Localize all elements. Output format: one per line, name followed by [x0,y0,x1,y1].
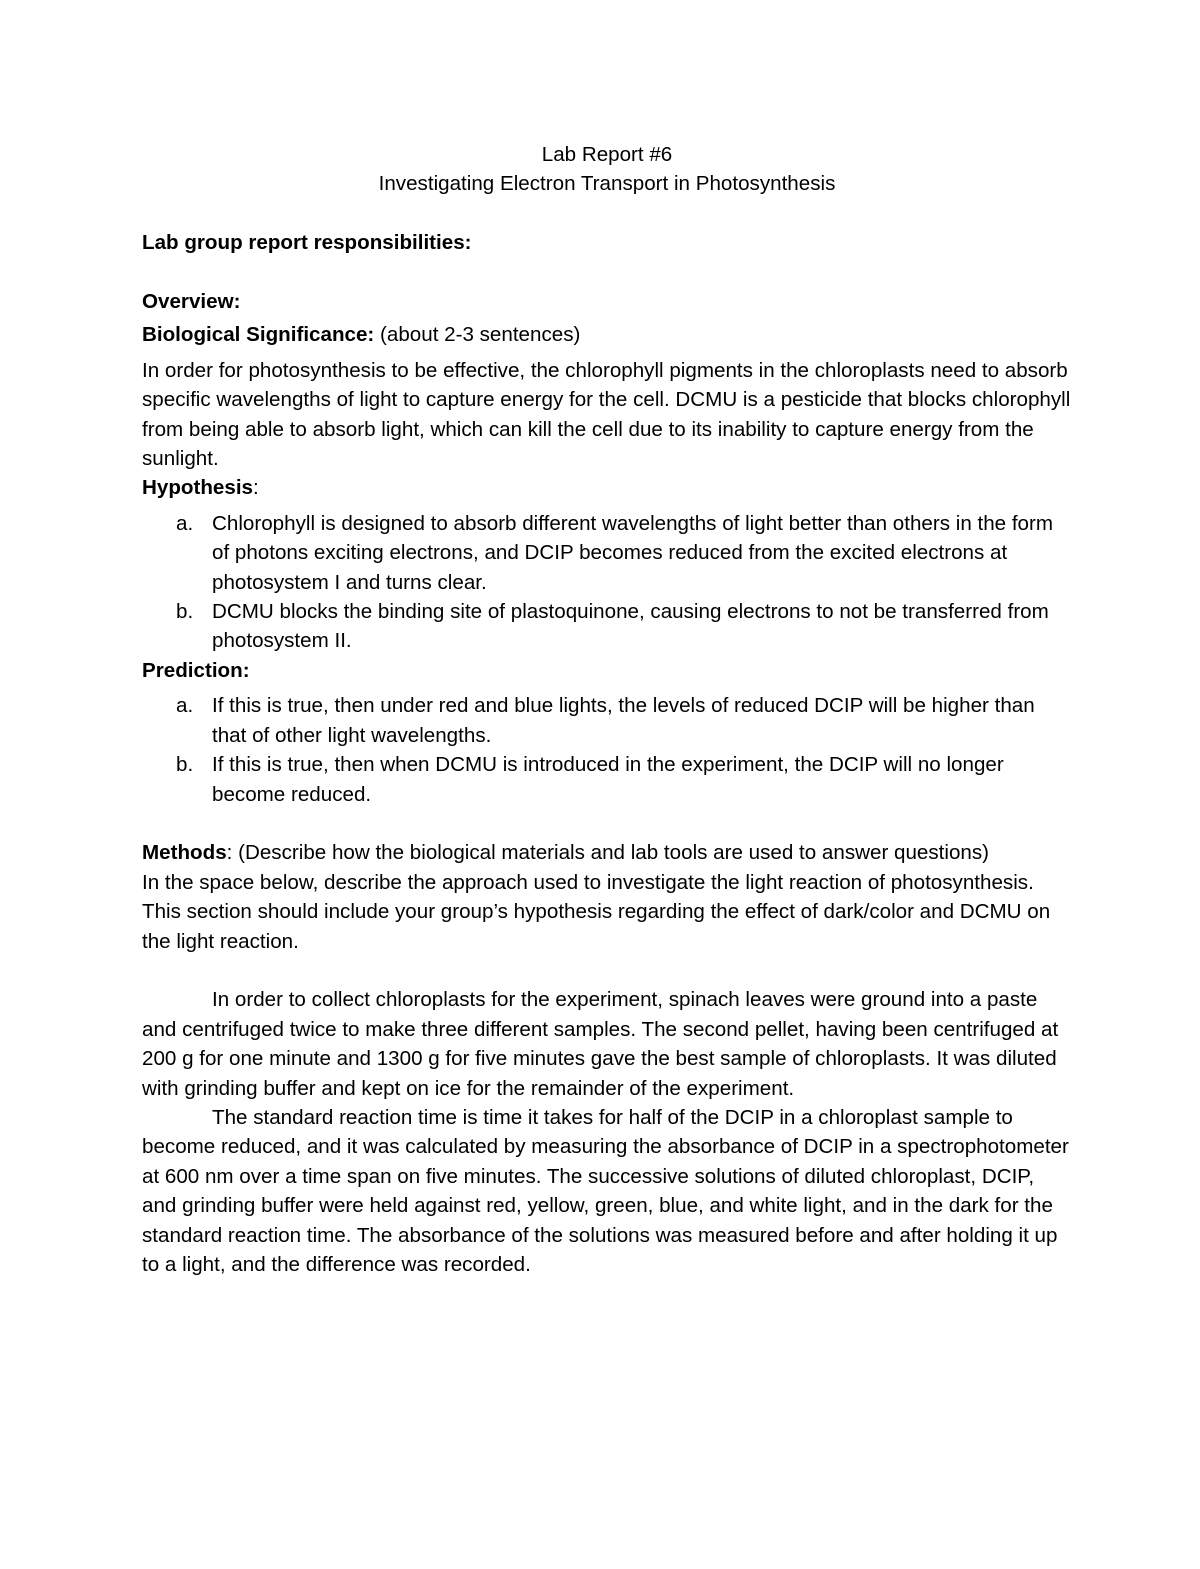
list-item-text: DCMU blocks the binding site of plastoquinone, causing electrons to not be transferred from photosystem II. [212,600,1049,653]
significance-body: In order for photosynthesis to be effective, the chlorophyll pigments in the chloroplasts need to absorb specific wavelengths of light to capture energy for the cell. DCMU is a pesticide that blocks chlorophyll from being able to absorb light, which can kill the cell due to its inability to capture energy from the sunlight. [142,358,1071,471]
methods-paragraph-2: The standard reaction time is time it takes for half of the DCIP in a chloroplast sample to become reduced, and it was calculated by measuring the absorbance of DCIP in a spectrophotometer at 600 nm over a time span on five minutes. The successive solutions of diluted chloroplast, DCIP, and grinding buffer were held against red, yellow, green, blue, and white light, and in the dark for the standard reaction time. The absorbance of the solutions was measured before and after holding it up to a light, and the difference was recorded. [142,1105,1069,1276]
list-item-text: If this is true, then when DCMU is introduced in the experiment, the DCIP will no longer become reduced. [212,753,1004,806]
hypothesis-heading: Hypothesis [142,476,254,500]
prediction-list [142,691,1072,809]
list-marker: b. [176,600,194,624]
prediction-heading: Prediction: [142,658,250,682]
list-item [142,691,1072,750]
list-item [142,509,1072,597]
list-item-text: Chlorophyll is designed to absorb different wavelengths of light better than others in the form of photons exciting electrons, and DCIP becomes reduced from the excited electrons at photosystem I and turns clear. [212,511,1054,594]
significance-heading-line [142,320,1072,349]
list-marker: a. [176,511,194,535]
report-title [142,140,1072,199]
hypothesis-heading-line [142,473,1072,502]
methods-heading-line [142,838,1072,867]
list-marker: a. [176,694,194,718]
list-item-text: If this is true, then under red and blue lights, the levels of reduced DCIP will be higher than that of other light wavelengths. [212,694,1035,747]
title-line-1: Lab Report #6 [541,143,673,166]
list-item [142,750,1072,809]
significance-note: (about 2-3 sentences) [374,323,581,347]
list-item [142,597,1072,656]
hypothesis-colon: : [253,476,259,500]
methods-instructions: In the space below, describe the approach used to investigate the light reaction of photosynthesis. This section should include your group’s hypothesis regarding the effect of dark/color and DCMU on the light reaction. [142,870,1051,953]
methods-heading: Methods [142,841,227,865]
title-line-2: Investigating Electron Transport in Photosynthesis [378,172,836,196]
list-marker: b. [176,753,194,777]
responsibilities-heading: Lab group report responsibilities: [142,231,472,255]
significance-heading: Biological Significance: [142,323,375,347]
overview-heading: Overview: [142,290,241,313]
document-page [142,140,1072,1279]
methods-paragraph-1: In order to collect chloroplasts for the experiment, spinach leaves were ground into a paste and centrifuged twice to make three different samples. The second pellet, having been centrifuged at 200 g for one minute and 1300 g for five minutes gave the best sample of chloroplasts. It was diluted with grinding buffer and kept on ice for the remainder of the experiment. [142,988,1059,1100]
methods-note: : (Describe how the biological materials and lab tools are used to answer questions) [226,841,990,865]
hypothesis-list [142,509,1072,656]
